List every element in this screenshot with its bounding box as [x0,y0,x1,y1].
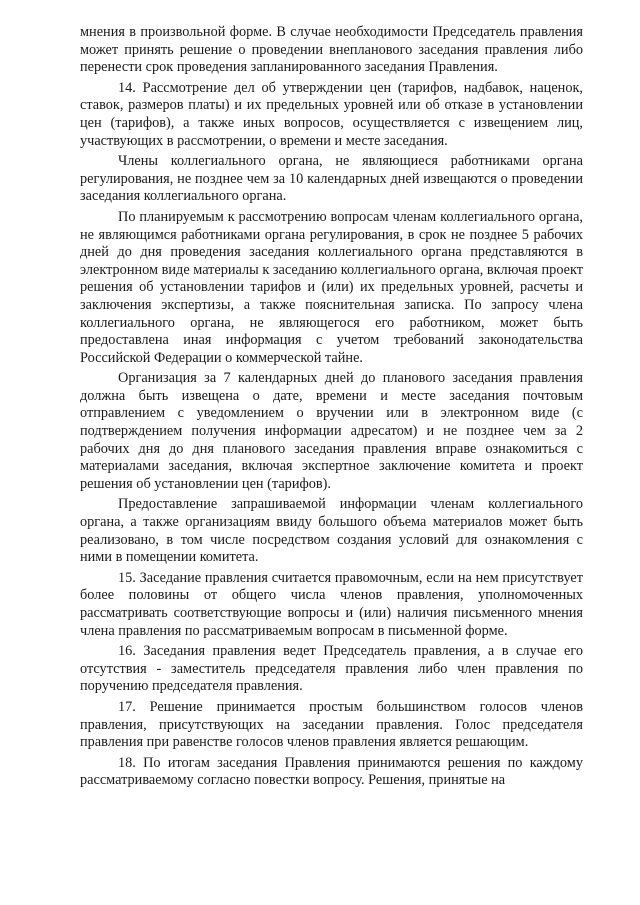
paragraph-organization-notice: Организация за 7 календарных дней до планового заседания правления должна быть извещена о дате, времени и месте заседания почтовым отправлением с уведомлением о вручении или в электронном виде (с подтверждением получения информации адресатом) и не позднее чем за 2 рабочих дня до дня планового заседания правления вправе ознакомиться с материалами заседания, включая экспертное заключение комитета и проект решения об установлении цен (тарифов). [80,370,583,492]
paragraph-17: 17. Решение принимается простым большинством голосов членов правления, присутствующих на заседании правления. Голос председателя правления при равенстве голосов членов правления является решающим. [80,698,583,751]
paragraph-18: 18. По итогам заседания Правления принимаются решения по каждому рассматриваемому согласно повестки вопросу. Решения, принятые на [80,754,583,789]
document-page [80,24,583,793]
paragraph-continuation: мнения в произвольной форме. В случае необходимости Председатель правления может принять решение о проведении внепланового заседания правления либо перенести срок проведения запланированного заседания Правления. [80,24,583,76]
paragraph-15: 15. Заседание правления считается правомочным, если на нем присутствует более половины от общего числа членов правления, уполномоченных рассматривать соответствующие вопросы и (или) наличия письменного мнения члена правления по рассматриваемым вопросам в письменной форме. [80,569,583,639]
paragraph-14: 14. Рассмотрение дел об утверждении цен (тарифов, надбавок, наценок, ставок, размеров платы) и их предельных уровней или об отказе в установлении цен (тарифов), а также иных вопросов, осуществляется с извещением лиц, участвующих в рассмотрении, о времени и месте заседания. [80,79,583,149]
paragraph-materials: По планируемым к рассмотрению вопросам членам коллегиального органа, не являющимся работниками органа регулирования, в срок не позднее 5 рабочих дней до дня проведения заседания коллегиального органа представляются в электронном виде материалы к заседанию коллегиального органа, включая проект решения об установлении тарифов и (или) их предельных уровней, расчеты и заключения экспертизы, а также пояснительная записка. По запросу члена коллегиального органа, не являющегося его работником, может быть предоставлена иная информация с учетом требований законодательства Российской Федерации о коммерческой тайне. [80,208,583,366]
paragraph-16: 16. Заседания правления ведет Председатель правления, а в случае его отсутствия - заместитель председателя правления либо член правления по поручению председателя правления. [80,643,583,695]
paragraph-information-access: Предоставление запрашиваемой информации членам коллегиального органа, а также организациям ввиду большого объема материалов может быть реализовано, в том числе посредством создания условий для ознакомления с ними в помещении комитета. [80,496,583,566]
paragraph-members-notice: Члены коллегиального органа, не являющиеся работниками органа регулирования, не позднее чем за 10 календарных дней извещаются о проведении заседания коллегиального органа. [80,153,583,205]
